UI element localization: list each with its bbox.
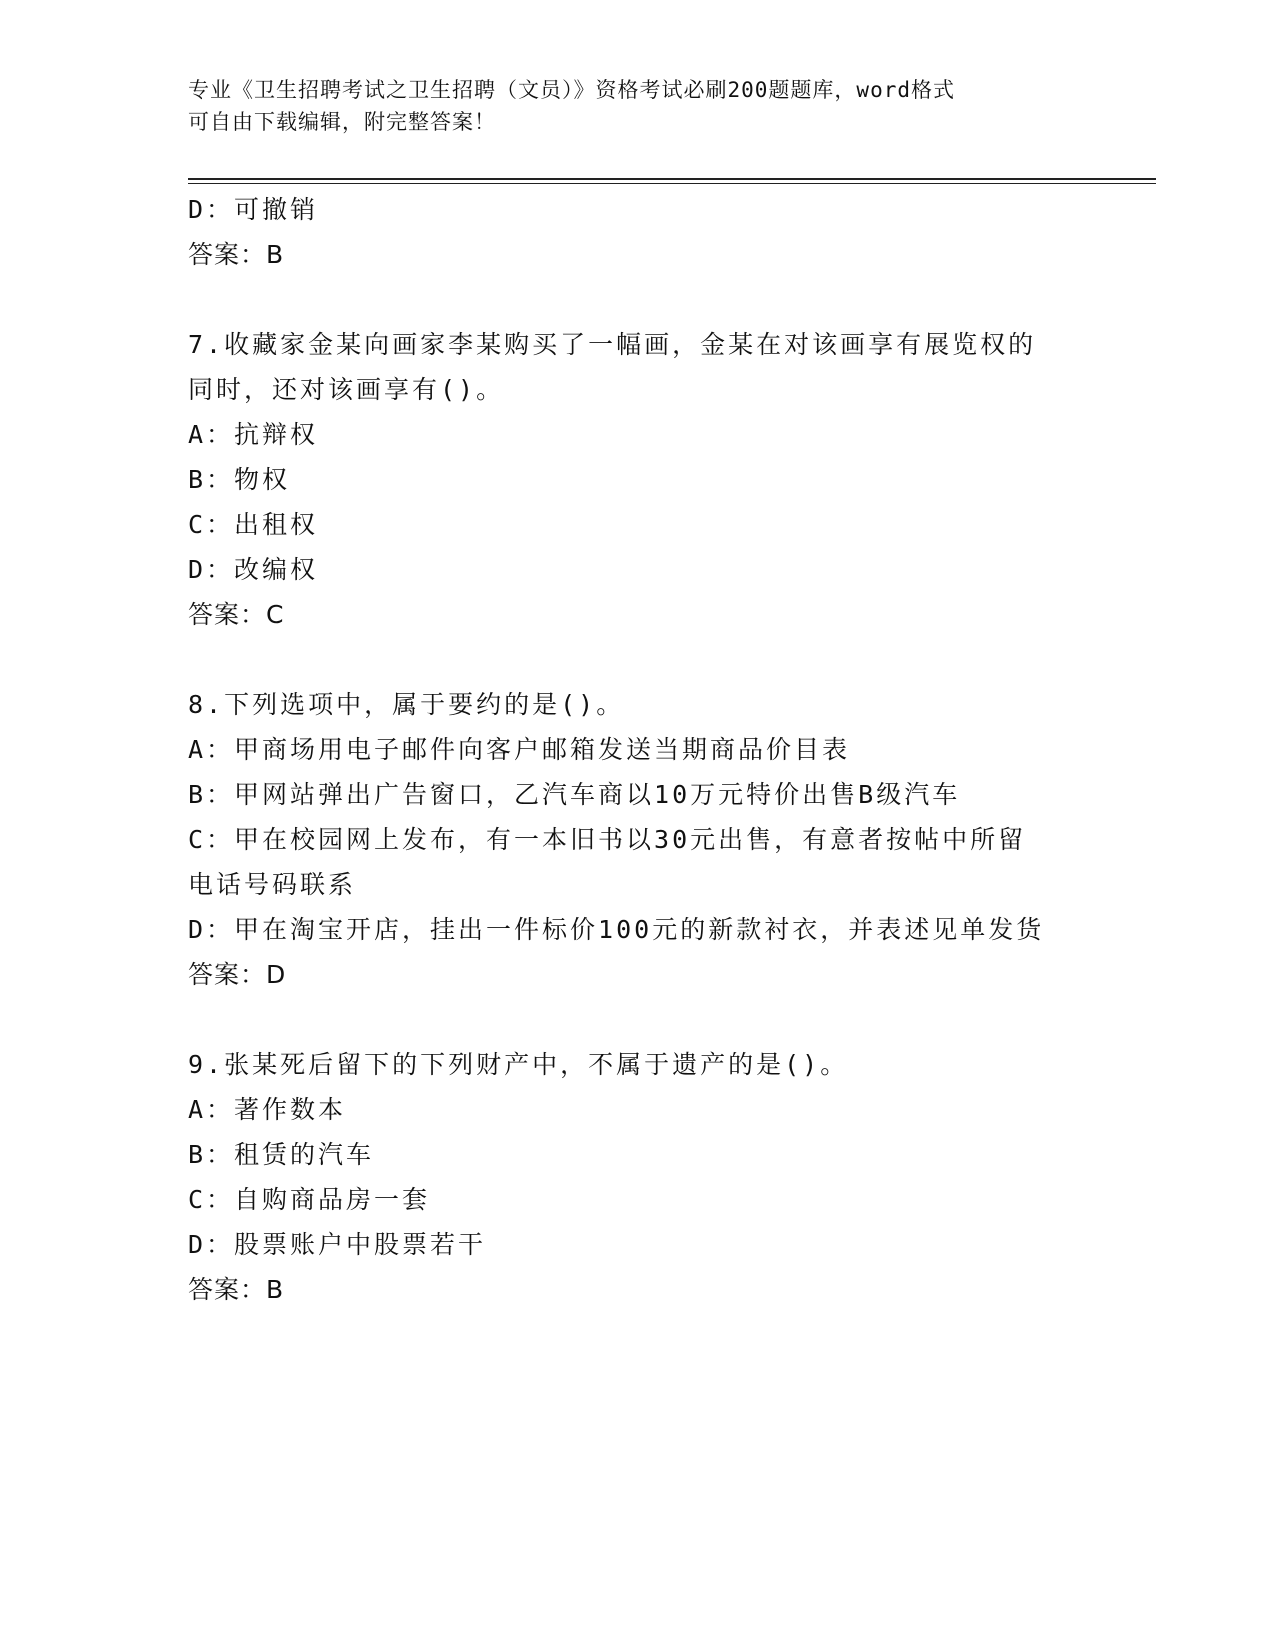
option-a: A：甲商场用电子邮件向客户邮箱发送当期商品价目表: [188, 735, 851, 764]
spacer: [188, 997, 1088, 1042]
option-d: D：改编权: [188, 555, 319, 584]
answer-line: 答案：B: [188, 240, 285, 269]
answer-line: 答案：B: [188, 1275, 285, 1304]
spacer: [188, 637, 1088, 682]
header-divider-thick: [188, 178, 1156, 180]
spacer: [188, 277, 1088, 322]
header-divider-thin: [188, 183, 1156, 184]
question-stem: 7.收藏家金某向画家李某购买了一幅画，金某在对该画享有展览权的: [188, 330, 1037, 359]
question-stem: 8.下列选项中，属于要约的是()。: [188, 690, 625, 719]
option-a: A：抗辩权: [188, 420, 319, 449]
answer-line: 答案：C: [188, 600, 285, 629]
header-title-line-2: 可自由下载编辑，附完整答案！: [188, 110, 496, 134]
answer-line: 答案：D: [188, 960, 287, 989]
option-b: B：甲网站弹出广告窗口，乙汽车商以10万元特价出售B级汽车: [188, 780, 961, 809]
option-b: B：物权: [188, 465, 291, 494]
question-8: [188, 682, 1088, 997]
option-c: C：出租权: [188, 510, 319, 539]
question-content: [188, 187, 1088, 1312]
question-stem-continued: 同时，还对该画享有()。: [188, 375, 505, 404]
option-d: D：股票账户中股票若干: [188, 1230, 487, 1259]
header-title-line-1: 专业《卫生招聘考试之卫生招聘（文员）》资格考试必刷200题题库，word格式: [188, 78, 955, 102]
option-d: D：可撤销: [188, 195, 319, 224]
option-b: B：租赁的汽车: [188, 1140, 375, 1169]
option-c: C：自购商品房一套: [188, 1185, 431, 1214]
option-c-continued: 电话号码联系: [188, 870, 357, 899]
question-stem: 9.张某死后留下的下列财产中，不属于遗产的是()。: [188, 1050, 849, 1079]
question-7: [188, 322, 1088, 637]
option-d: D：甲在淘宝开店，挂出一件标价100元的新款衬衣，并表述见单发货: [188, 915, 1045, 944]
option-a: A：著作数本: [188, 1095, 347, 1124]
option-c: C：甲在校园网上发布，有一本旧书以30元出售，有意者按帖中所留: [188, 825, 1027, 854]
question-9: [188, 1042, 1088, 1312]
previous-question-tail: [188, 187, 1088, 277]
document-header: [188, 74, 1088, 138]
